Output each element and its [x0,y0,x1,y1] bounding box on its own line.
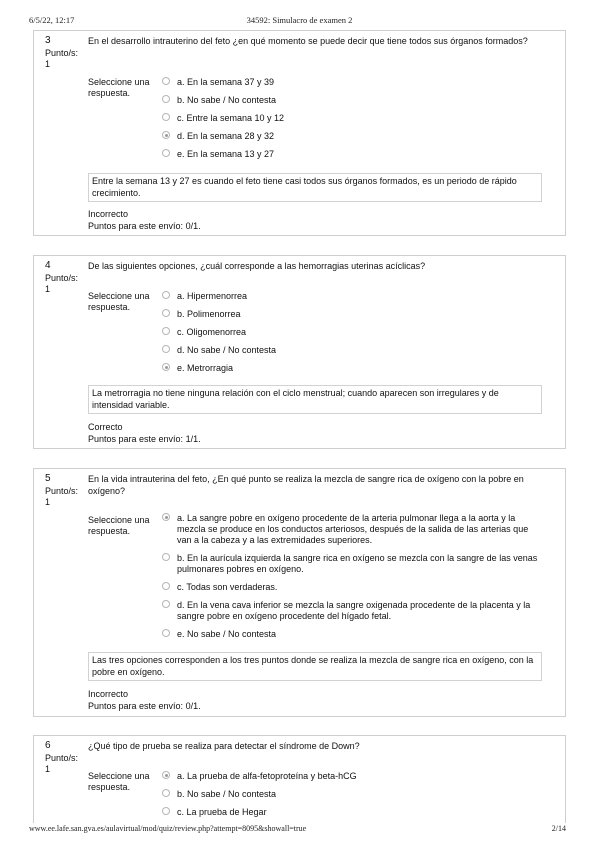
radio-button-selected[interactable] [162,513,170,521]
question-text: En el desarrollo intrauterino del feto ¿en qué momento se puede decir que tiene todos sus órganos formados? [88,36,528,46]
answer-option[interactable] [162,345,542,356]
answer-option[interactable] [162,807,542,818]
radio-button[interactable] [162,629,170,637]
option-label: d. No sabe / No contesta [177,345,277,355]
radio-button[interactable] [162,600,170,608]
answer-option[interactable] [162,131,542,142]
radio-button-selected[interactable] [162,771,170,779]
question-card [33,255,566,449]
result-text: Incorrecto [88,209,129,219]
answer-options [162,771,542,825]
answer-options [162,513,542,647]
question-text: ¿Qué tipo de prueba se realiza para detectar el síndrome de Down? [88,741,360,751]
option-label: d. En la vena cava inferior se mezcla la sangre oxigenada procedente de la placenta y la sangre pobre en oxígeno procedente del hígado fetal. [177,600,531,621]
answer-option[interactable] [162,113,542,124]
answer-option[interactable] [162,363,542,374]
print-header [0,5,599,25]
radio-button[interactable] [162,345,170,353]
result-state [88,422,201,445]
question-card [33,30,566,236]
option-label: e. En la semana 13 y 27 [177,149,275,159]
answer-option[interactable] [162,629,542,640]
answer-option[interactable] [162,77,542,88]
radio-button[interactable] [162,77,170,85]
answer-option[interactable] [162,327,542,338]
answer-option[interactable] [162,149,542,160]
score-text: Puntos para este envío: 1/1. [88,433,201,444]
answer-option[interactable] [162,291,542,302]
option-label: b. No sabe / No contesta [177,789,277,799]
radio-button[interactable] [162,807,170,815]
question-info [45,35,87,70]
answer-option[interactable] [162,771,542,782]
points-label: Punto/s: [45,273,79,283]
option-label: a. La sangre pobre en oxígeno procedente de la arteria pulmonar llega a la aorta y la mezcla se produce en los conductos arteriosos, después de la salida de las arterias que van a la cabeza y a las extremidades superiores. [177,513,529,545]
feedback-box: La metrorragia no tiene ninguna relación con el ciclo menstrual; cuando aparecen son irregulares y de intensidad variable. [88,385,542,414]
question-text: De las siguientes opciones, ¿cuál corresponde a las hemorragias uterinas acíclicas? [88,261,426,271]
question-info [45,740,87,775]
answer-options [162,77,542,167]
answer-option[interactable] [162,582,542,593]
answer-option[interactable] [162,309,542,320]
answer-option[interactable] [162,95,542,106]
option-label: c. Todas son verdaderas. [177,582,278,592]
points-value: 1 [45,284,51,294]
result-text: Incorrecto [88,689,129,699]
radio-button[interactable] [162,327,170,335]
answer-options [162,291,542,381]
radio-button[interactable] [162,149,170,157]
question-number: 6 [45,740,51,751]
question-number: 4 [45,260,51,271]
points-label: Punto/s: [45,753,79,763]
answer-prompt: Seleccione una respuesta. [88,77,150,98]
radio-button[interactable] [162,95,170,103]
print-footer [0,822,599,836]
print-url: www.ee.lafe.san.gva.es/aulavirtual/mod/quiz/review.php?attempt=8095&showall=true [29,824,307,833]
option-label: b. En la aurícula izquierda la sangre rica en oxígeno se mezcla con la sangre de las venas pulmonares pobres en oxígeno. [177,553,538,574]
option-label: b. No sabe / No contesta [177,95,277,105]
answer-option[interactable] [162,553,542,575]
radio-button[interactable] [162,309,170,317]
radio-button-selected[interactable] [162,363,170,371]
points-value: 1 [45,764,51,774]
points-value: 1 [45,59,51,69]
radio-button[interactable] [162,582,170,590]
result-state [88,209,201,232]
option-label: c. La prueba de Hegar [177,807,267,817]
answer-option[interactable] [162,513,542,546]
question-card [33,735,566,823]
question-text: En la vida intrauterina del feto, ¿En qué punto se realiza la mezcla de sangre rica de oxígeno con la pobre en oxígeno? [88,474,524,496]
question-info [45,473,87,508]
answer-prompt: Seleccione una respuesta. [88,515,150,536]
option-label: e. No sabe / No contesta [177,629,277,639]
option-label: b. Polimenorrea [177,309,241,319]
feedback-box: Las tres opciones corresponden a los tres puntos donde se realiza la mezcla de sangre rica en oxígeno, con la pobre en oxígeno. [88,652,542,681]
answer-prompt: Seleccione una respuesta. [88,291,150,312]
print-datetime: 6/5/22, 12:17 [29,15,75,25]
radio-button[interactable] [162,553,170,561]
option-label: c. Oligomenorrea [177,327,247,337]
radio-button[interactable] [162,291,170,299]
radio-button[interactable] [162,113,170,121]
answer-option[interactable] [162,600,542,622]
option-label: e. Metrorragia [177,363,234,373]
print-title: 34592: Simulacro de examen 2 [246,15,353,25]
points-label: Punto/s: [45,48,79,58]
question-number: 5 [45,473,51,484]
score-text: Puntos para este envío: 0/1. [88,220,201,231]
question-info [45,260,87,295]
option-label: c. Entre la semana 10 y 12 [177,113,285,123]
score-text: Puntos para este envío: 0/1. [88,700,201,711]
feedback-box: Entre la semana 13 y 27 es cuando el feto tiene casi todos sus órganos formados, es un periodo de rápido crecimiento. [88,173,542,202]
points-value: 1 [45,497,51,507]
result-state [88,689,201,712]
option-label: a. En la semana 37 y 39 [177,77,275,87]
option-label: d. En la semana 28 y 32 [177,131,275,141]
page-number: 2/14 [551,824,566,833]
radio-button-selected[interactable] [162,131,170,139]
question-number: 3 [45,35,51,46]
question-card [33,468,566,717]
points-label: Punto/s: [45,486,79,496]
option-label: a. La prueba de alfa-fetoproteína y beta-hCG [177,771,357,781]
answer-prompt: Seleccione una respuesta. [88,771,150,792]
answer-option[interactable] [162,789,542,800]
option-label: a. Hipermenorrea [177,291,248,301]
result-text: Correcto [88,422,123,432]
radio-button[interactable] [162,789,170,797]
